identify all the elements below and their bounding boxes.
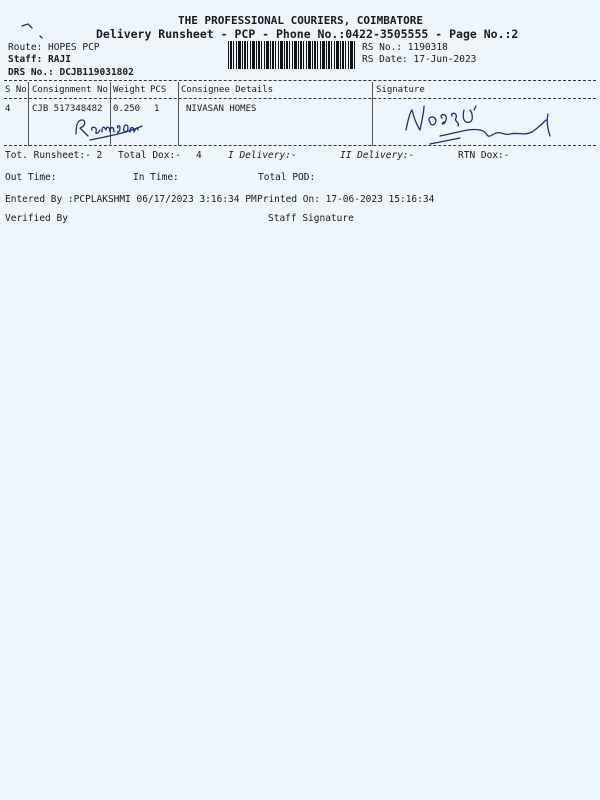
ii-delivery: II Delivery:-	[340, 150, 415, 161]
header-consignment: Consignment No	[32, 85, 108, 95]
col-separator	[372, 82, 373, 146]
header-weight: Weight	[113, 85, 146, 95]
rs-number: RS No.: 1190318	[362, 42, 448, 53]
col-separator	[28, 82, 29, 146]
staff-signature: Staff Signature	[268, 213, 354, 224]
col-separator	[178, 82, 179, 146]
header-consignee: Consignee Details	[181, 85, 274, 95]
verified-by: Verified By	[5, 213, 68, 224]
printed-on: Printed On: 17-06-2023 15:16:34	[257, 194, 435, 205]
cell-weight: 0.250	[113, 104, 141, 114]
rs-date: RS Date: 17-Jun-2023	[362, 54, 477, 65]
header-pcs: PCS	[150, 85, 167, 95]
total-pod: Total POD:	[258, 172, 316, 183]
staff-label: Staff: RAJI	[8, 54, 71, 65]
handwritten-name	[70, 110, 170, 144]
header-signature: Signature	[376, 85, 425, 95]
cell-pcs: 1	[154, 104, 160, 114]
company-title: THE PROFESSIONAL COURIERS, COIMBATORE	[178, 14, 424, 27]
total-runsheet: Tot. Runsheet:- 2	[5, 150, 103, 161]
barcode	[228, 41, 356, 69]
divider-top	[4, 80, 596, 81]
drs-number: DRS No.: DCJB119031802	[8, 67, 134, 78]
route-label: Route: HOPES PCP	[8, 42, 100, 53]
handwritten-signature	[400, 100, 560, 148]
total-dox-label: Total Dox:-	[118, 150, 181, 161]
total-dox-value: 4	[196, 150, 202, 161]
in-time: In Time:	[133, 172, 179, 183]
header-sno: S No	[5, 85, 27, 95]
i-delivery: I Delivery:-	[228, 150, 297, 161]
out-time: Out Time:	[5, 172, 57, 183]
divider-header-bottom	[4, 98, 596, 99]
rtn-dox: RTN Dox:-	[458, 150, 510, 161]
runsheet-subtitle: Delivery Runsheet - PCP - Phone No.:0422-3505555 - Page No.:2	[96, 27, 519, 41]
pen-tick-mark	[20, 22, 50, 42]
cell-consignment: CJB 517348482	[32, 104, 103, 114]
cell-sno: 4	[5, 104, 11, 114]
cell-consignee: NIVASAN HOMES	[186, 104, 257, 114]
entered-by: Entered By :PCPLAKSHMI 06/17/2023 3:16:34 PM	[5, 194, 257, 205]
